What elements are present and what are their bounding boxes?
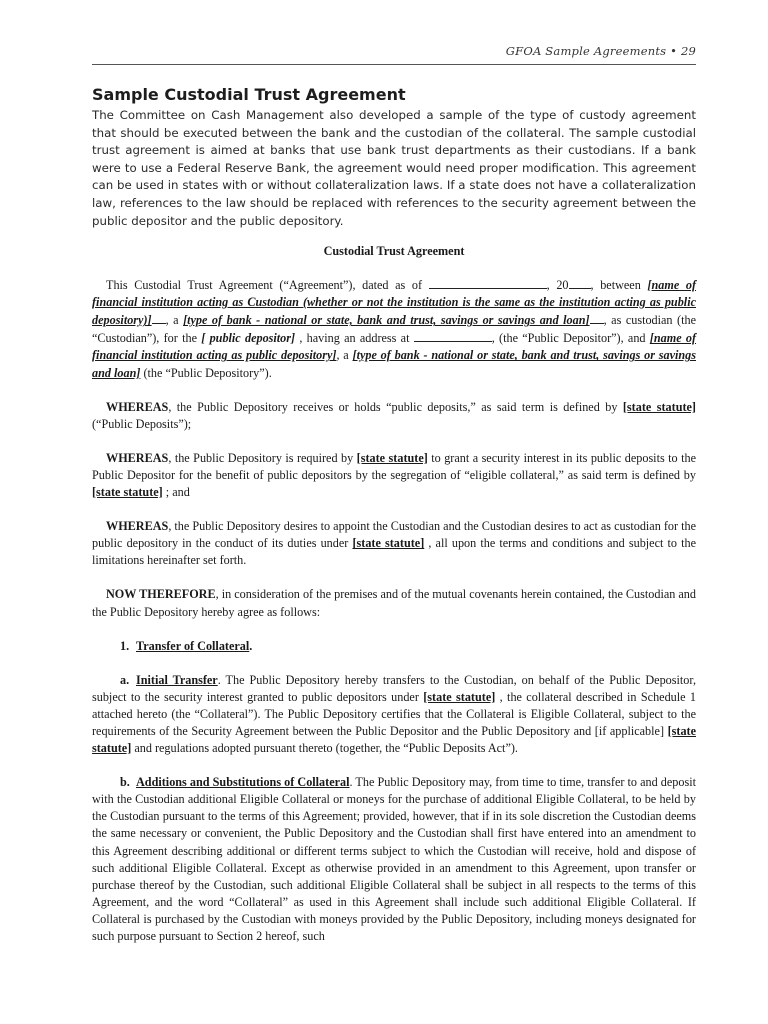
running-header: GFOA Sample Agreements • 29 bbox=[505, 44, 696, 58]
agreement-body bbox=[92, 243, 696, 945]
subsection-title: Initial Transfer bbox=[136, 672, 218, 687]
blank bbox=[590, 311, 604, 324]
page-title: Sample Custodial Trust Agreement bbox=[92, 85, 406, 104]
whereas-text: ; and bbox=[162, 485, 190, 500]
section-title: Transfer of Collateral bbox=[136, 638, 250, 653]
whereas-text: , the Public Depository is required by bbox=[168, 450, 357, 465]
whereas-text: (“Public Deposits”); bbox=[92, 416, 192, 431]
header-rule bbox=[92, 64, 696, 65]
preamble-paragraph bbox=[92, 276, 696, 382]
subsection-text: . The Public Depository may, from time to time, transfer to and deposit with the Custodian additional Eligible Collateral or moneys for the purchase of additional Eligible Collateral, to be held by the Custodian pursuant to the terms of this Agreement; provided, however, that if in its sole discretion the Custodian deems the same necessary or convenient, the Public Depository and the Custodian shall first have entered into an amendment to this Agreement describing additional or different terms subject to which the Custodian will receive, hold and dispose of such additional Eligible Collateral. Except as otherwise provided in an amendment to this Agreement, upon transfer or purchase thereof by the Custodian, such additional Eligible Collateral shall be subject in all respects to the terms of this Agreement, and the word “Collateral” as used in this Agreement shall include such additional Eligible Collateral. If Collateral is purchased by the Custodian with moneys provided by the Public Depository, including moneys designated for such purpose pursuant to Section 2 hereof, such bbox=[92, 775, 696, 943]
whereas-keyword: WHEREAS bbox=[106, 450, 169, 465]
custodian-name-field: [name of financial institution acting as Custodian (whether or not the institution is the same as the institution acting as public depository)] bbox=[92, 278, 697, 328]
whereas-paragraph-3 bbox=[92, 518, 696, 569]
date-blank bbox=[429, 276, 547, 289]
state-statute-field: [state statute] bbox=[622, 399, 696, 414]
intro-paragraph: The Committee on Cash Management also developed a sample of the type of custody agreement that should be executed between the bank and the custodian of the collateral. The sample custodial trust agreement is aimed at banks that use bank trust departments as their custodians. If a bank were to use a Federal Reserve Bank, the agreement would need proper modification. This agreement can be used in states with or without collateralization laws. If a state does not have a collateralization law, references to the law should be replaced with references to the security agreement between the public depositor and the public depository. bbox=[92, 108, 696, 228]
whereas-text: to grant a security interest in its public deposits to the Public Depositor for the benefit of public depositors by the segregation of “eligible collateral,” as said term is defined by bbox=[92, 450, 696, 482]
subsection-b bbox=[92, 774, 696, 945]
whereas-keyword: WHEREAS bbox=[106, 519, 169, 534]
whereas-text: , the Public Depository desires to appoint the Custodian and the Custodian desires to act as custodian for the public depository in the conduct of its duties under bbox=[92, 519, 696, 551]
subsection-letter: a. bbox=[120, 672, 130, 687]
subsection-text: and regulations adopted pursuant thereto (together, the “Public Deposits Act”). bbox=[131, 741, 518, 756]
section-number: 1. bbox=[120, 638, 130, 653]
preamble-text: , a bbox=[165, 313, 184, 328]
blank bbox=[152, 311, 166, 324]
now-therefore-text: , in consideration of the premises and of the mutual covenants herein contained, the Custodian and the Public Depository hereby agree as follows: bbox=[92, 587, 696, 619]
preamble-text: This Custodial Trust Agreement (“Agreement”), dated as of bbox=[106, 278, 429, 293]
subsection-text: . The Public Depository hereby transfers to the Custodian, on behalf of the Public Depositor, subject to the security interest granted to public depositors under bbox=[92, 672, 696, 704]
subsection-a bbox=[92, 672, 696, 757]
bank-type-field: [type of bank - national or state, bank and trust, savings or savings and loan] bbox=[183, 313, 590, 328]
preamble-text: , a bbox=[336, 348, 353, 363]
address-blank bbox=[414, 329, 492, 342]
preamble-text: , 20 bbox=[546, 278, 569, 293]
public-depositor-field: [ public depositor] bbox=[201, 331, 296, 346]
state-statute-field: [state statute] bbox=[92, 723, 696, 756]
state-statute-field: [state statute] bbox=[352, 536, 425, 551]
state-statute-field: [state statute] bbox=[356, 450, 428, 465]
now-therefore-keyword: NOW THEREFORE bbox=[106, 587, 216, 602]
section-1-heading bbox=[92, 638, 696, 655]
year-blank bbox=[569, 276, 591, 289]
preamble-text: , as custodian (the “Custodian”), for the bbox=[92, 313, 696, 346]
now-therefore-paragraph bbox=[92, 586, 696, 620]
state-statute-field: [state statute] bbox=[423, 689, 496, 704]
whereas-paragraph-1 bbox=[92, 399, 696, 433]
whereas-text: , the Public Depository receives or holds “public deposits,” as said term is defined by bbox=[168, 399, 623, 414]
preamble-text: , between bbox=[590, 278, 648, 293]
preamble-text: (the “Public Depository”). bbox=[140, 365, 272, 380]
subsection-title: Additions and Substitutions of Collateral bbox=[136, 775, 350, 790]
subsection-letter: b. bbox=[120, 775, 130, 790]
whereas-keyword: WHEREAS bbox=[106, 399, 169, 414]
section-title-period: . bbox=[249, 638, 253, 653]
state-statute-field: [state statute] bbox=[92, 485, 163, 500]
subsection-text: , the collateral described in Schedule 1 attached hereto (the “Collateral”). The Public Depository certifies that the Collateral is Eligible Collateral, subject to the requirements of the Security Agreement between the Public Depositor and the Public Depository and [if applicable] bbox=[92, 689, 697, 738]
whereas-paragraph-2 bbox=[92, 450, 696, 501]
depository-type-field: [type of bank - national or state, bank and trust, savings or savings and loan] bbox=[92, 348, 696, 380]
whereas-text: , all upon the terms and conditions and subject to the limitations hereinafter set forth. bbox=[92, 536, 696, 568]
preamble-text: , having an address at bbox=[295, 331, 414, 346]
agreement-heading: Custodial Trust Agreement bbox=[323, 244, 465, 258]
depository-name-field: [name of financial institution acting as public depository] bbox=[92, 331, 697, 363]
preamble-text: , (the “Public Depositor”), and bbox=[491, 331, 650, 346]
